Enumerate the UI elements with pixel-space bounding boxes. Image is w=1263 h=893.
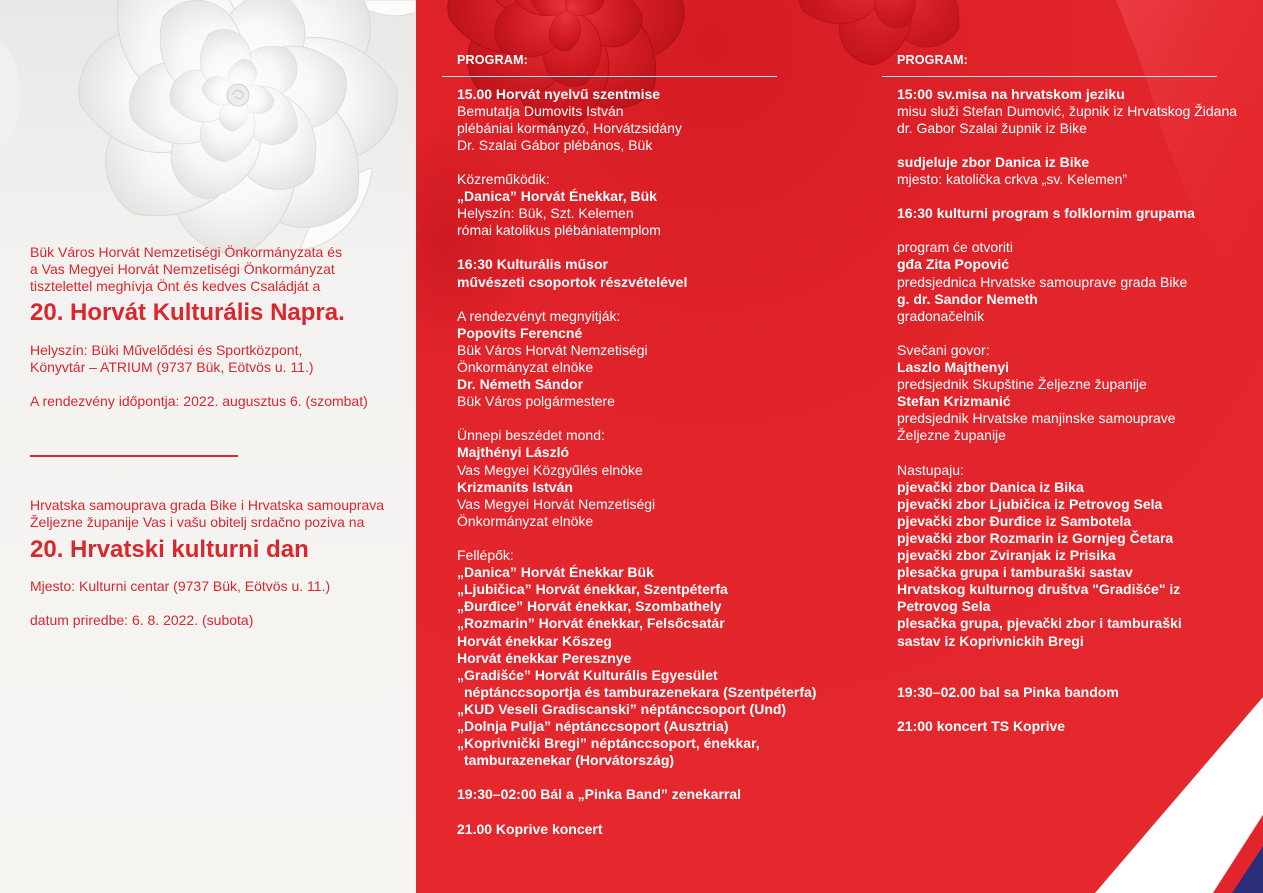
spacer xyxy=(897,667,1237,684)
performer-line: „Dolnja Pulja” néptánccsoport (Ausztria) xyxy=(457,717,729,734)
hu-invitation-line: a Vas Megyei Horvát Nemzetiségi Önkormányzat xyxy=(30,260,335,277)
hr-date: datum priredbe: 6. 8. 2022. (subota) xyxy=(30,611,254,628)
opening-label: program će otvoriti xyxy=(897,239,1013,256)
speaker-name: g. dr. Sandor Nemeth xyxy=(897,290,1038,307)
hu-date: A rendezvény időpontja: 2022. augusztus 6. (szombat) xyxy=(30,392,368,409)
hr-invitation-text xyxy=(30,497,384,531)
mass-title: 15:00 sv.misa na hrvatskom jeziku xyxy=(897,85,1125,102)
speaker-name: Majthényi László xyxy=(457,444,570,461)
spacer xyxy=(897,325,1237,342)
performers-label: Fellépők: xyxy=(457,547,514,564)
speaker-name: Krizmanits István xyxy=(457,478,573,495)
spacer xyxy=(457,803,816,820)
program-column-hungarian xyxy=(457,86,816,838)
speaker-role: Önkormányzat elnöke xyxy=(457,512,594,529)
hu-venue-line: Helyszín: Büki Művelődési és Sportközpont, xyxy=(30,341,303,358)
speech-label: Svečani govor: xyxy=(897,341,990,358)
performer-line: tamburazenekar (Horvátország) xyxy=(464,752,675,769)
assist-venue: római katolikus plébániatemplom xyxy=(457,222,661,239)
spacer xyxy=(897,444,1237,461)
performer-line: néptánccsoportja és tamburazenekara (Szentpéterfa) xyxy=(464,683,817,700)
assist-choir: „Danica” Horvát Énekkar, Bük xyxy=(457,188,657,205)
performer-line: „Rozmarin” Horvát énekkar, Felsőcsatár xyxy=(457,615,725,632)
performer-line: plesačka grupa i tamburaški sastav xyxy=(897,564,1133,581)
heading-rule xyxy=(882,76,1217,77)
ball-event: 19:30–02:00 Bál a „Pinka Band” zenekarral xyxy=(457,786,742,803)
program-column-croatian xyxy=(897,86,1237,736)
cultural-program-title: 16:30 Kulturális műsor xyxy=(457,256,608,273)
speaker-role: Bük Város polgármestere xyxy=(457,393,615,410)
performer-line: pjevački zbor Rozmarin iz Gornjeg Četara xyxy=(897,529,1174,546)
spacer xyxy=(897,650,1237,667)
performer-line: Horvát énekkar Peresznye xyxy=(457,649,632,666)
hu-venue xyxy=(30,342,314,376)
spacer xyxy=(457,154,816,171)
hu-event-title: 20. Horvát Kulturális Napra. xyxy=(30,299,345,326)
invitation-panel xyxy=(0,0,416,893)
mass-detail: dr. Gabor Szalai župnik iz Bike xyxy=(897,119,1087,136)
hr-invitation-line: Željezne županije Vas i vašu obitelj srdačno poziva na xyxy=(30,513,365,530)
spacer xyxy=(897,137,1237,154)
section-divider xyxy=(30,455,238,457)
spacer xyxy=(457,291,816,308)
concert-event: 21:00 koncert TS Koprive xyxy=(897,717,1066,734)
mass-detail: Bemutatja Dumovits István xyxy=(457,102,624,119)
program-heading-croatian: PROGRAM: xyxy=(897,53,969,67)
performer-line: „KUD Veseli Gradiscanski” néptánccsoport (Und) xyxy=(457,700,787,717)
performer-line: „Gradišće” Horvát Kulturális Egyesület xyxy=(457,666,718,683)
spacer xyxy=(897,188,1237,205)
mass-detail: Dr. Szalai Gábor plébános, Bük xyxy=(457,136,653,153)
speaker-name: Popovits Ferencné xyxy=(457,324,583,341)
hr-venue: Mjesto: Kulturni centar (9737 Bük, Eötvös u. 11.) xyxy=(30,577,331,594)
performer-line: „Ljubičica” Horvát énekkar, Szentpéterfa xyxy=(457,581,728,598)
speaker-role: predsjednik Hrvatske manjinske samouprave xyxy=(897,410,1176,427)
performer-line: pjevački zbor Đurđice iz Sambotela xyxy=(897,512,1132,529)
speaker-name: gđa Zita Popović xyxy=(897,256,1010,273)
opening-label: A rendezvényt megnyitják: xyxy=(457,307,621,324)
speaker-role: predsjednik Skupštine Željezne županije xyxy=(897,376,1147,393)
hu-invitation-line: Bük Város Horvát Nemzetiségi Önkormányzata és xyxy=(30,243,343,260)
speech-label: Ünnepi beszédet mond: xyxy=(457,427,605,444)
flag-stripes-decoration xyxy=(1090,690,1263,893)
spacer xyxy=(897,222,1237,239)
program-heading-hungarian: PROGRAM: xyxy=(457,53,529,67)
spacer xyxy=(457,239,816,256)
white-rose-decoration xyxy=(0,0,416,893)
spacer xyxy=(457,769,816,786)
speaker-role: gradonačelnik xyxy=(897,307,985,324)
speaker-role: Vas Megyei Közgyűlés elnöke xyxy=(457,461,643,478)
choir-place: mjesto: katolička crkva „sv. Kelemen” xyxy=(897,170,1128,187)
speaker-name: Laszlo Majthenyi xyxy=(897,359,1010,375)
speaker-role: Bük Város Horvát Nemzetiségi xyxy=(457,341,648,358)
hr-event-title: 20. Hrvatski kulturni dan xyxy=(30,536,309,563)
performer-line: pjevački zbor Ljubičica iz Petrovog Sela xyxy=(897,495,1163,512)
speaker-name: Stefan Krizmanić xyxy=(897,393,1011,410)
hu-venue-line: Könyvtár – ATRIUM (9737 Bük, Eötvös u. 11.) xyxy=(30,358,314,375)
performer-line: „Danica” Horvát Énekkar Bük xyxy=(457,564,654,581)
performer-line: „Đurđice” Horvát énekkar, Szombathely xyxy=(457,598,722,615)
performer-line: sastav iz Koprivnickih Bregi xyxy=(897,632,1084,649)
choir-title: sudjeluje zbor Danica iz Bike xyxy=(897,153,1090,170)
performer-line: pjevački zbor Zviranjak iz Prisika xyxy=(897,547,1116,564)
concert-event: 21.00 Koprive koncert xyxy=(457,820,603,837)
performer-line: Hrvatskog kulturnog društva "Gradišće" iz xyxy=(897,581,1181,598)
speaker-name: Dr. Németh Sándor xyxy=(457,376,584,393)
performer-line: „Koprivnički Bregi” néptánccsoport, énekkar, xyxy=(457,735,760,752)
speaker-role: predsjednica Hrvatske samouprave grada Bike xyxy=(897,273,1188,290)
assist-venue: Helyszín: Bük, Szt. Kelemen xyxy=(457,205,634,222)
cultural-program-title: művészeti csoportok részvételével xyxy=(457,273,688,290)
cultural-program-title: 16:30 kulturni program s folklornim grupama xyxy=(897,205,1195,222)
mass-detail: plébániai kormányzó, Horvátzsidány xyxy=(457,119,682,136)
performer-line: pjevački zbor Danica iz Bika xyxy=(897,478,1084,495)
speaker-role: Vas Megyei Horvát Nemzetiségi xyxy=(457,495,656,512)
performer-line: Petrovog Sela xyxy=(897,598,991,615)
heading-rule xyxy=(442,76,777,77)
spacer xyxy=(457,530,816,547)
spacer xyxy=(457,410,816,427)
mass-detail: misu služi Stefan Dumović, župnik iz Hrvatskog Židana xyxy=(897,102,1238,119)
speaker-role: Önkormányzat elnöke xyxy=(457,359,594,375)
performer-line: Horvát énekkar Kőszeg xyxy=(457,632,612,649)
performer-line: plesačka grupa, pjevački zbor i tamburaški xyxy=(897,615,1182,632)
ball-event: 19:30–02.00 bal sa Pinka bandom xyxy=(897,683,1119,700)
performers-label: Nastupaju: xyxy=(897,461,964,478)
mass-title: 15.00 Horvát nyelvű szentmise xyxy=(457,85,661,102)
hr-invitation-line: Hrvatska samouprava grada Bike i Hrvatska samouprava xyxy=(30,496,385,513)
hu-invitation-text xyxy=(30,244,342,295)
assist-label: Közreműködik: xyxy=(457,170,550,187)
speaker-role: Željezne županije xyxy=(897,427,1006,444)
hu-invitation-line: tisztelettel meghívja Önt és kedves Családját a xyxy=(30,277,321,294)
